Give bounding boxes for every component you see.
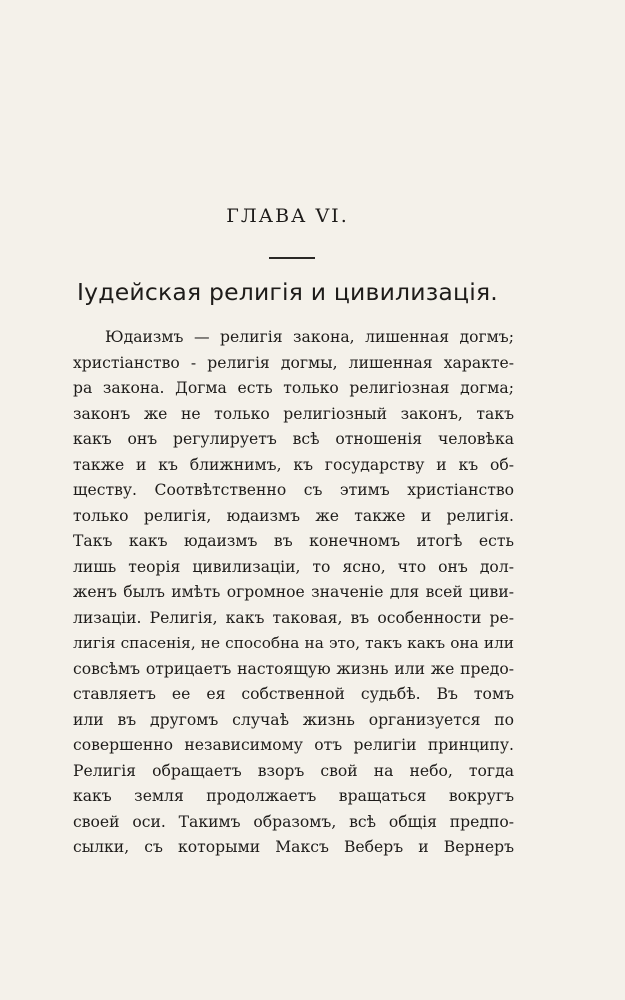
heading-divider xyxy=(269,257,315,259)
text-line: какъ онъ регулируетъ всѣ отношенія человѣка xyxy=(73,430,514,448)
text-line: совсѣмъ отрицаетъ настоящую жизнь или же предо- xyxy=(73,659,514,678)
text-line: ставляетъ ее ея собственной судьбѣ. Въ томъ xyxy=(73,685,514,703)
text-line: сылки, съ которыми Максъ Веберъ и Вернеръ xyxy=(73,838,514,856)
text-line: лизаціи. Религія, какъ таковая, въ особенности ре- xyxy=(73,608,514,627)
text-line: христіанство - религія догмы, лишенная характе- xyxy=(73,353,514,372)
text-line: какъ земля продолжаетъ вращаться вокругъ xyxy=(73,787,514,805)
text-line: совершенно независимому отъ религіи принципу. xyxy=(73,736,514,754)
chapter-title: Іудейская религія и цивилизація. xyxy=(77,278,498,306)
text-line: лишь теорія цивилизаціи, то ясно, что онъ дол- xyxy=(73,557,514,576)
text-line: ществу. Соотвѣтственно съ этимъ христіанство xyxy=(73,481,514,499)
text-line: ра закона. Догма есть только религіозная догма; xyxy=(73,379,514,397)
text-line: лигія спасенія, не способна на это, такъ какъ она или xyxy=(73,634,514,652)
text-line: женъ былъ имѣть огромное значеніе для всей циви- xyxy=(73,583,514,601)
text-line: законъ же не только религіозный законъ, такъ xyxy=(73,404,514,423)
text-line: Такъ какъ юдаизмъ въ конечномъ итогѣ есть xyxy=(73,532,514,550)
text-line: Юдаизмъ — религія закона, лишенная догмъ; xyxy=(105,328,514,346)
chapter-heading: ГЛАВА VI. xyxy=(226,205,349,227)
text-line: своей оси. Такимъ образомъ, всѣ общія предпо- xyxy=(73,812,514,831)
text-line: Религія обращаетъ взоръ свой на небо, тогда xyxy=(73,761,514,780)
text-line: или въ другомъ случаѣ жизнь организуется по xyxy=(73,710,514,729)
text-line: только религія, юдаизмъ же также и религія. xyxy=(73,506,514,525)
text-line: также и къ ближнимъ, къ государству и къ об- xyxy=(73,455,514,474)
body-text xyxy=(73,325,514,861)
